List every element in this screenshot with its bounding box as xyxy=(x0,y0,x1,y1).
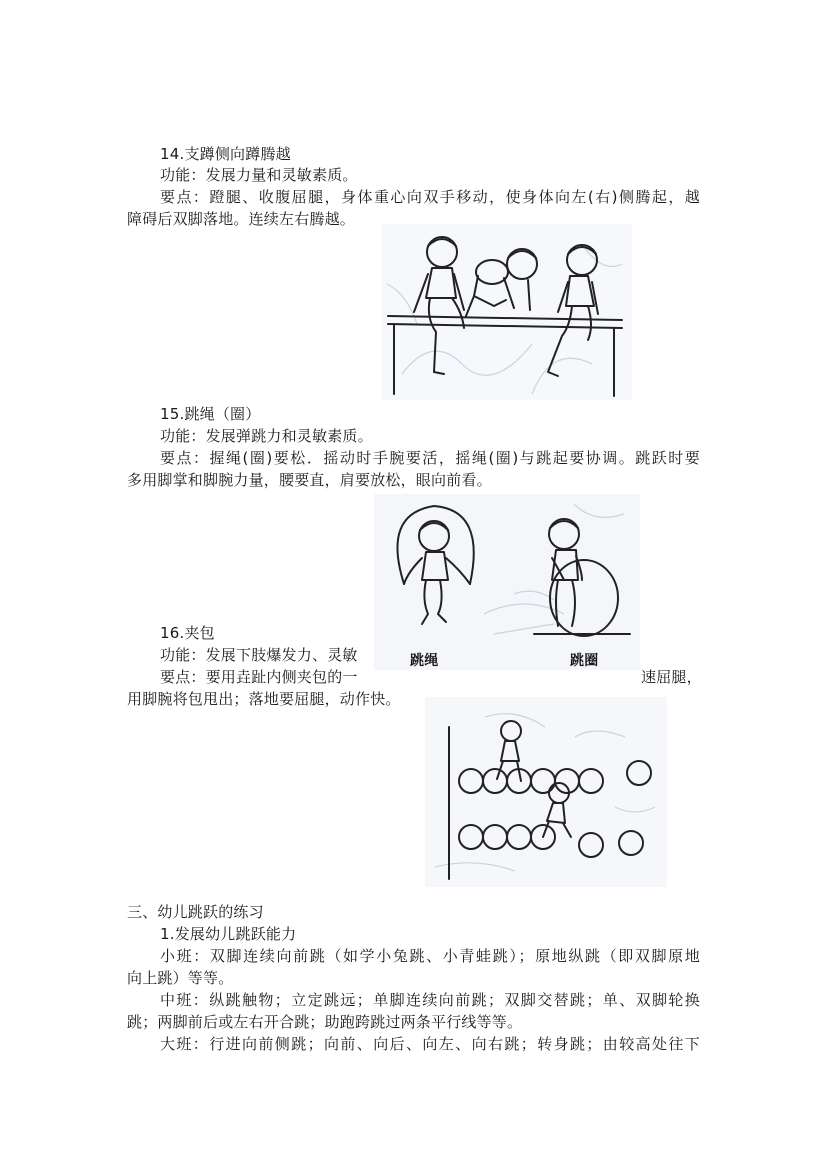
small-class-line2: 向上跳）等等。 xyxy=(127,969,234,987)
section-16-points-line1-right: 速屈腿， xyxy=(641,668,702,686)
section-14-points-line2: 障碍后双脚落地。连续左右腾越。 xyxy=(127,210,356,228)
section-16-points-line1-left: 要点：要用垚趾内侧夹包的一 xyxy=(160,668,358,686)
figure-jump-rope xyxy=(374,494,640,670)
section-14-points-line1: 要点：蹬腿、收腹屈腿，身体重心向双手移动，使身体向左(右)侧腾起，越 xyxy=(160,188,700,206)
section-15-title: 15.跳绳（圈） xyxy=(160,405,261,423)
section-16-function: 功能：发展下肢爆发力、灵敏 xyxy=(160,646,358,664)
figure-vault-icon xyxy=(382,224,632,400)
section-14-title: 14.支蹲侧向蹲腾越 xyxy=(160,145,291,163)
big-class-line1: 大班：行进向前侧跳；向前、向后、向左、向右跳；转身跳；由较高处往下 xyxy=(160,1035,700,1053)
caption-hoop: 跳圈 xyxy=(570,653,599,669)
part3-heading: 三、幼儿跳跃的练习 xyxy=(127,903,264,921)
small-class-line1: 小班：双脚连续向前跳（如学小兔跳、小青蛙跳）；原地纵跳（即双脚原地 xyxy=(160,947,700,965)
middle-class-line1: 中班：纵跳触物；立定跳远；单脚连续向前跳；双脚交替跳；单、双脚轮换 xyxy=(160,991,700,1009)
part3-sub1: 1.发展幼儿跳跃能力 xyxy=(160,925,297,943)
figure-bag-jump-icon xyxy=(425,697,667,887)
section-16-title: 16.夹包 xyxy=(160,624,215,642)
figure-vault xyxy=(382,224,632,400)
section-15-points-line1: 要点：握绳(圈)要松．摇动时手腕要活，摇绳(圈)与跳起要协调。跳跃时要 xyxy=(160,449,700,467)
section-16-points-line2: 用脚腕将包甩出；落地要屈腿，动作快。 xyxy=(127,690,401,708)
section-14-function: 功能：发展力量和灵敏素质。 xyxy=(160,166,358,184)
figure-jump-rope-icon xyxy=(374,494,640,670)
caption-rope: 跳绳 xyxy=(410,653,439,669)
middle-class-line2: 跳；两脚前后或左右开合跳；助跑跨跳过两条平行线等等。 xyxy=(127,1013,523,1031)
section-15-function: 功能：发展弹跳力和灵敏素质。 xyxy=(160,427,373,445)
figure-bag-jump xyxy=(425,697,667,887)
section-15-points-line2: 多用脚掌和脚腕力量，腰要直，肩要放松，眼向前看。 xyxy=(127,471,492,489)
